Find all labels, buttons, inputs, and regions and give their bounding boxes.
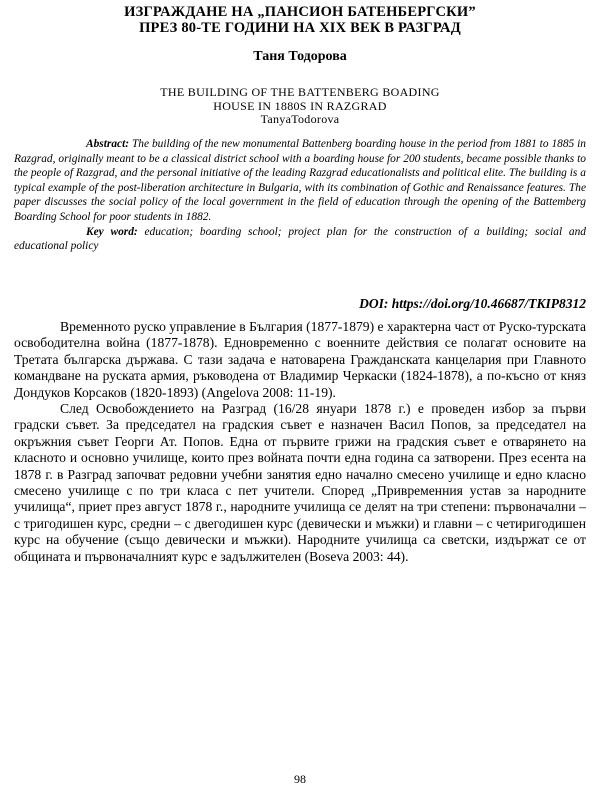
abstract-block [14, 137, 586, 254]
title-bulgarian-line2: ПРЕЗ 80-ТЕ ГОДИНИ НА XIX ВЕК В РАЗГРАД [139, 20, 461, 36]
body-paragraph-1: Временното руско управление в България (1877-1879) е характерна част от Руско-турската освободителна война (1877-1878). Едновременно с военните действия се полагат основите на Третата българска държава. С тази задача е натоварена Гражданската канцелария при Главното командване на руската армия, ръководена от Владимир Черкаски (1824-1878), а по-късно от княз Дондуков Корсаков (1820-1893) (Angelova 2008: 11-19). [14, 319, 586, 400]
page-number: 98 [294, 772, 306, 786]
title-bulgarian-line1: ИЗГРАЖДАНЕ НА „ПАНСИОН БАТЕНБЕРГСКИ” [124, 4, 476, 20]
author-bulgarian: Таня Тодорова [253, 49, 347, 64]
abstract-label: Abstract: [86, 138, 130, 150]
abstract-text: The building of the new monumental Battenberg boarding house in the period from 1881 to 1885 in Razgrad, originally meant to be a classical district school with a boarding house for 200 students, became possible thanks to the people of Razgrad, and the personal initiative of the leading Razgrad educationalists and political elite. The building is a typical example of the post-liberation architecture in Bulgaria, with its combination of Gothic and Renaissance features. The paper discusses the social policy of the local government in the field of education through the opening of the Battemberg Boarding School for poor students in 1882. [14, 138, 586, 223]
keywords-text: education; boarding school; project plan for the construction of a building; social and educational policy [14, 225, 586, 253]
keywords-paragraph [14, 225, 586, 254]
body-paragraph-2: След Освобождението на Разград (16/28 януари 1878 г.) е проведен избор за първи градски съвет. За председател на градския съвет е назначен Васил Попов, за председател на окръжния съвет Георги Ат. Попов. Една от първите грижи на градския съвет е отварянето на класното и основно училище, които през войната почти една година са затворени. През есента на 1878 г. в Разград започват редовни учебни занятия едно начално смесено училище и едно класно смесено училище с по три класа с пет учители. Според „Привременния устав за народните училища“, приет през август 1878 г., народните училища се делят на три степени: първоначални – с тригодишен курс, средни – с двегодишен курс (девически и мъжки) и главни – с четиригодишен курс на обучение (също девически и мъжки). Народните училища са светски, издържат се от общината и първоначалният курс е задължителен (Boseva 2003: 44). [14, 401, 586, 564]
title-english-line1: THE BUILDING OF THE BATTENBERG BOADING [160, 85, 440, 99]
keywords-label: Key word: [86, 225, 138, 238]
author-english: TanyaTodorova [260, 112, 340, 126]
title-english-line2: HOUSE IN 1880S IN RAZGRAD [213, 99, 387, 113]
body-text [14, 319, 586, 565]
doi-link[interactable]: DOI: https://doi.org/10.46687/TKIP8312 [359, 296, 586, 311]
abstract-paragraph [14, 137, 586, 225]
